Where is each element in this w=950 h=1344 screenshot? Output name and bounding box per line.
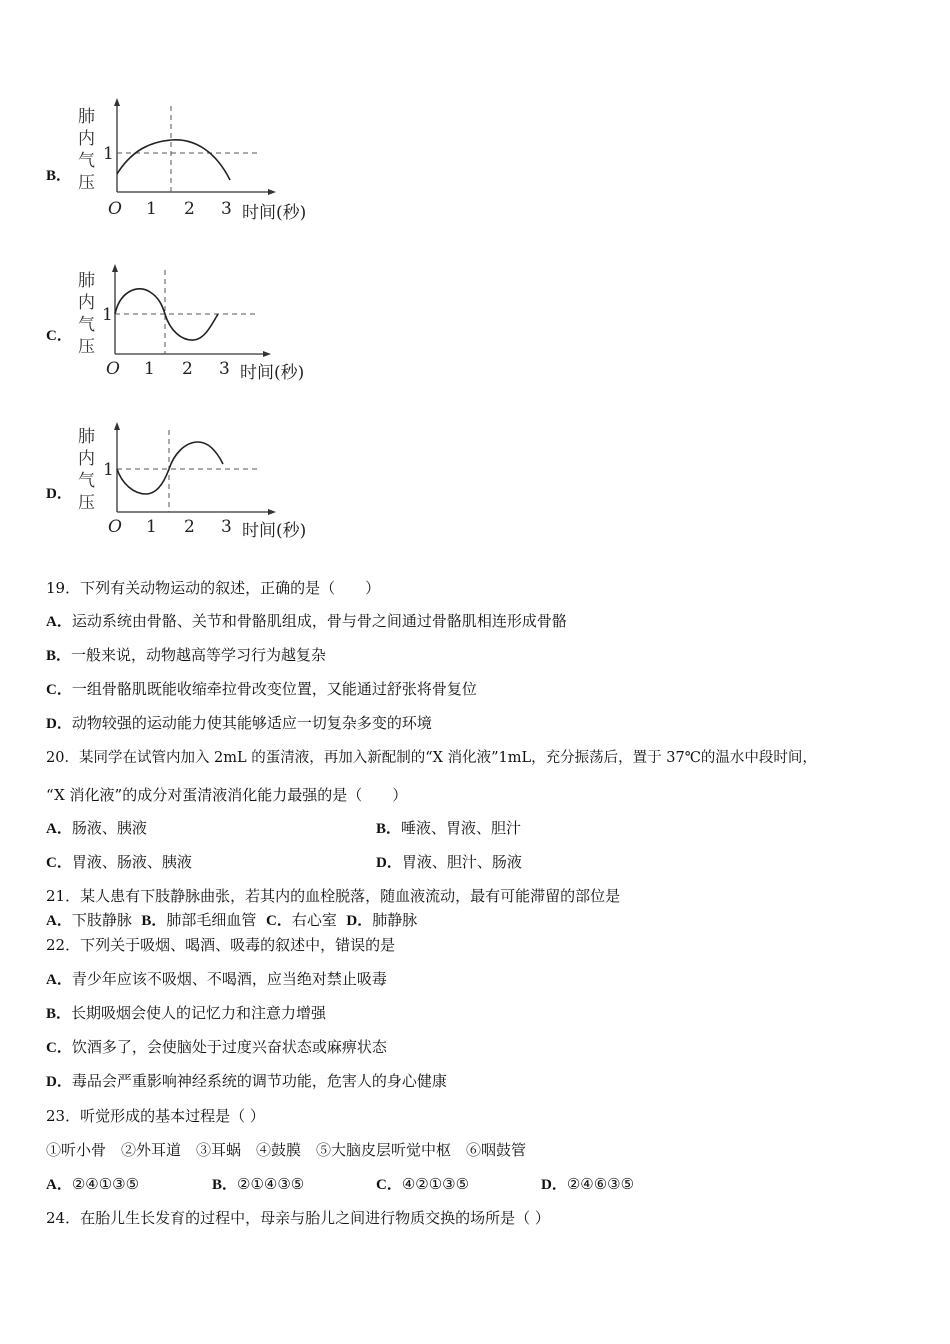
x-axis-title: 时间(秒) — [242, 521, 307, 541]
q21-options: A．下肢静脉 B．肺部毛细血管 C．右心室 D．肺静脉 — [46, 911, 418, 929]
ylabel-char: 压 — [78, 173, 95, 193]
question-23-stem: 23．听觉形成的基本过程是（ ） — [46, 1107, 265, 1125]
ylabel-char: 肺 — [78, 107, 95, 127]
lung-pressure-graph-b — [70, 92, 340, 232]
graph-c — [70, 256, 340, 396]
q19-option-b: B．一般来说，动物越高等学习行为越复杂 — [46, 646, 327, 664]
graph-d — [70, 412, 340, 552]
pressure-curve — [117, 442, 223, 494]
q19-option-a: A．运动系统由骨骼、关节和骨骼肌组成，骨与骨之间通过骨骼肌相连形成骨骼 — [46, 612, 567, 630]
q23-option-b: B．②①④③⑤ — [212, 1175, 305, 1193]
ylabel-char: 气 — [78, 151, 95, 171]
x-tick-2: 2 — [184, 199, 195, 219]
x-tick-1: 1 — [146, 199, 157, 219]
y-tick-1: 1 — [102, 305, 113, 325]
x-tick-o: O — [108, 199, 122, 219]
x-tick-3: 3 — [221, 517, 232, 537]
question-21-stem: 21．某人患有下肢静脉曲张，若其内的血栓脱落，随血液流动，最有可能滞留的部位是 — [46, 887, 621, 905]
y-axis-arrow — [114, 422, 120, 430]
x-tick-2: 2 — [182, 359, 193, 379]
x-axis-title: 时间(秒) — [240, 363, 305, 383]
x-tick-3: 3 — [219, 359, 230, 379]
y-tick-1: 1 — [103, 460, 114, 480]
q22-option-a: A．青少年应该不吸烟、不喝酒，应当绝对禁止吸毒 — [46, 970, 387, 988]
lung-pressure-graph-c — [70, 256, 340, 396]
x-tick-3: 3 — [221, 199, 232, 219]
q19-option-d: D．动物较强的运动能力使其能够适应一切复杂多变的环境 — [46, 714, 432, 732]
q20-option-c: C．胃液、肠液、胰液 — [46, 853, 192, 871]
pressure-curve — [115, 289, 218, 340]
q20-option-b: B．唾液、胃液、胆汁 — [376, 819, 522, 837]
q22-option-b: B．长期吸烟会使人的记忆力和注意力增强 — [46, 1004, 327, 1022]
x-tick-2: 2 — [184, 517, 195, 537]
ylabel-char: 压 — [78, 493, 95, 513]
ylabel-char: 内 — [78, 129, 95, 149]
q20-option-a: A．肠液、胰液 — [46, 819, 147, 837]
x-tick-1: 1 — [146, 517, 157, 537]
ylabel-char: 肺 — [78, 427, 95, 447]
y-axis-arrow — [114, 98, 120, 106]
question-22-stem: 22．下列关于吸烟、喝酒、吸毒的叙述中，错误的是 — [46, 936, 396, 954]
ylabel-char: 内 — [78, 449, 95, 469]
x-tick-1: 1 — [144, 359, 155, 379]
q22-option-d: D．毒品会严重影响神经系统的调节功能，危害人的身心健康 — [46, 1072, 447, 1090]
option-label-b: B． — [46, 168, 72, 184]
question-19-stem: 19．下列有关动物运动的叙述，正确的是（ ） — [46, 579, 381, 597]
x-axis-arrow — [263, 351, 271, 357]
lung-pressure-graph-d — [70, 412, 340, 552]
q22-option-c: C．饮酒多了，会使脑处于过度兴奋状态或麻痹状态 — [46, 1038, 387, 1056]
graph-b — [70, 92, 340, 232]
question-20-stem-line1: 20．某同学在试管内加入 2mL 的蛋清液，再加入新配制的“X 消化液”1mL，充分振荡后，置于 37℃的温水中段时间， — [46, 750, 817, 766]
y-axis-arrow — [112, 264, 118, 272]
question-20-stem-line2: “X 消化液”的成分对蛋清液消化能力最强的是（ ） — [46, 786, 408, 804]
x-axis-title: 时间(秒) — [242, 203, 307, 223]
q23-option-c: C．④②①③⑤ — [376, 1175, 470, 1193]
y-tick-1: 1 — [103, 144, 114, 164]
q20-option-d: D．胃液、胆汁、肠液 — [376, 853, 522, 871]
pressure-curve — [117, 140, 230, 180]
ylabel-char: 气 — [78, 315, 95, 335]
option-label-d: D． — [46, 486, 72, 502]
ylabel-char: 气 — [78, 471, 95, 491]
ylabel-char: 肺 — [78, 271, 95, 291]
x-tick-o: O — [108, 517, 122, 537]
x-axis-arrow — [268, 509, 276, 515]
option-label-c: C． — [46, 328, 72, 344]
x-axis-arrow — [268, 189, 276, 195]
x-tick-o: O — [106, 359, 120, 379]
ylabel-char: 压 — [78, 337, 95, 357]
q19-option-c: C．一组骨骼肌既能收缩牵拉骨改变位置，又能通过舒张将骨复位 — [46, 680, 477, 698]
q23-option-d: D．②④⑥③⑤ — [541, 1175, 635, 1193]
q23-items: ①听小骨 ②外耳道 ③耳蜗 ④鼓膜 ⑤大脑皮层听觉中枢 ⑥咽鼓管 — [46, 1141, 527, 1159]
q23-option-a: A．②④①③⑤ — [46, 1175, 140, 1193]
ylabel-char: 内 — [78, 293, 95, 313]
question-24-stem: 24．在胎儿生长发育的过程中，母亲与胎儿之间进行物质交换的场所是（ ） — [46, 1209, 550, 1227]
